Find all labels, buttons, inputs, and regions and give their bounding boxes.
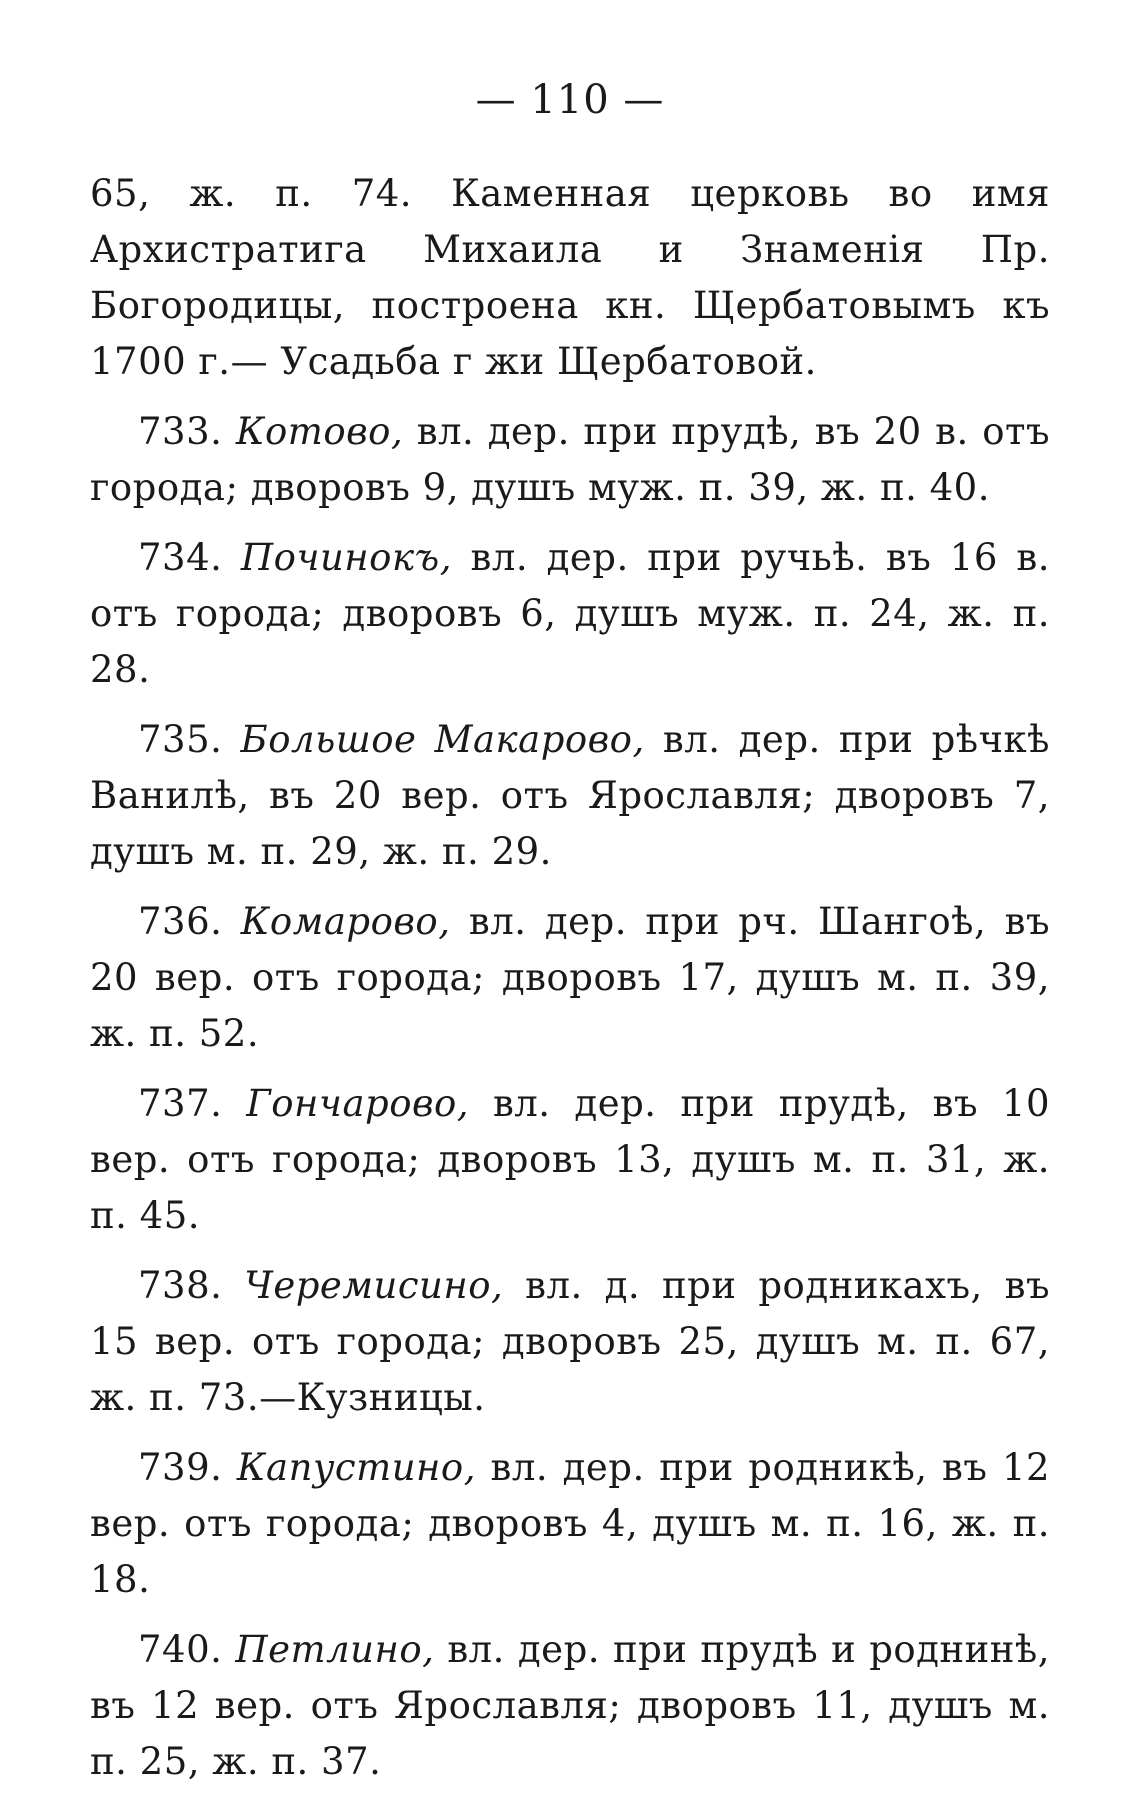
village-name: Капустино, [236,1446,476,1489]
entry-number: 739. [138,1446,223,1489]
entry-735 [90,712,1050,880]
village-name: Большое Макарово, [240,718,645,761]
entry-text: вл. дер. при рч. Шангоѣ, въ 20 вер. отъ города; дворовъ 17, душъ м. п. 39, ж. п. 52. [90,900,1050,1055]
entry-733 [90,404,1050,516]
entry-736 [90,894,1050,1062]
document-page [90,70,1050,1804]
entry-740 [90,1622,1050,1790]
village-name: Черемисино, [244,1264,504,1307]
entry-text: вл. дер. при ручьѣ. въ 16 в. отъ города; дворовъ 6, душъ муж. п. 24, ж. п. 28. [90,536,1050,691]
page-number: — 110 — [475,77,665,123]
entry-737 [90,1076,1050,1244]
entry-number: 735. [138,718,223,761]
village-name: Починокъ, [240,536,452,579]
entry-number: 734. [138,536,223,579]
village-name: Комарово, [240,900,451,943]
entry-text: вл. дер. при родникѣ, въ 12 вер. отъ города; дворовъ 4, душъ м. п. 16, ж. п. 18. [90,1446,1051,1601]
village-name: Гончарово, [246,1082,470,1125]
entry-number: 733. [138,410,223,453]
entry-text: вл. дер. при прудѣ, въ 10 вер. отъ города; дворовъ 13, душъ м. п. 31, ж. п. 45. [90,1082,1050,1237]
entry-738 [90,1258,1050,1426]
entry-text: вл. дер. при прудѣ и роднинѣ, въ 12 вер. отъ Ярославля; дворовъ 11, душъ м. п. 25, ж. п. 37. [90,1628,1050,1783]
entry-number: 736. [138,900,223,943]
entry-739 [90,1440,1050,1608]
entry-text: вл. д. при родникахъ, въ 15 вер. отъ города; дворовъ 25, душъ м. п. 67, ж. п. 73.—Кузницы. [90,1264,1050,1419]
continuation-paragraph: 65, ж. п. 74. Каменная церковь во имя Архистратига Михаила и Знаменія Пр. Богородицы, построена кн. Щербатовымъ къ 1700 г.— Усадьба г жи Щербатовой. [90,172,1050,383]
entry-text: вл. дер. при рѣчкѣ Ванилѣ, въ 20 вер. отъ Ярославля; дворовъ 7, душъ м. п. 29, ж. п. 29. [90,718,1050,873]
village-name: Петлино, [235,1628,435,1671]
entry-number: 737. [138,1082,223,1125]
entry-number: 738. [138,1264,223,1307]
entry-number: 740. [138,1628,223,1671]
entry-734 [90,530,1050,698]
village-name: Котово, [235,410,404,453]
entry-text: вл. дер. при прудѣ, въ 20 в. отъ города; дворовъ 9, душъ муж. п. 39, ж. п. 40. [90,410,1050,509]
